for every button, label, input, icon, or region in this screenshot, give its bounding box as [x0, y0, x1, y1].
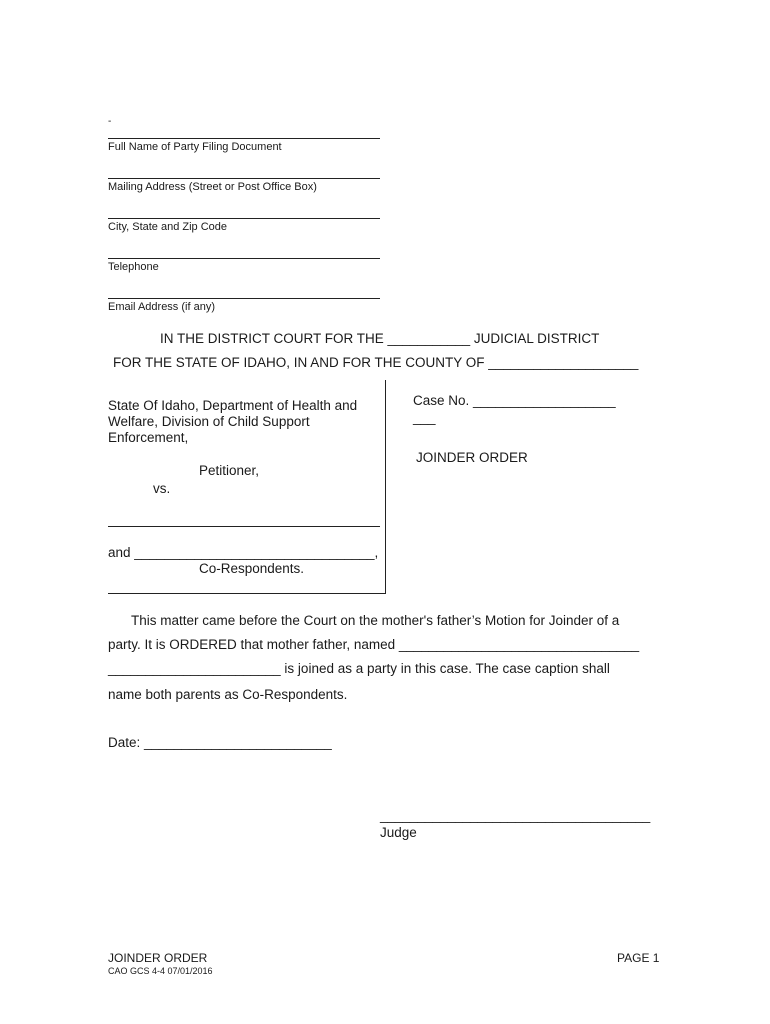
- dash-mark: -: [108, 116, 112, 127]
- court-heading-line2: FOR THE STATE OF IDAHO, IN AND FOR THE COUNTY OF ____________________: [113, 355, 639, 370]
- court-heading-line1: IN THE DISTRICT COURT FOR THE ___________ JUDICIAL DISTRICT: [160, 331, 600, 346]
- caption-bottom-line: [108, 593, 386, 594]
- petitioner-name-line1: State Of Idaho, Department of Health and: [108, 398, 358, 413]
- full-name-label: Full Name of Party Filing Document: [108, 141, 282, 153]
- mailing-address-label: Mailing Address (Street or Post Office Box): [108, 181, 317, 193]
- versus-label: vs.: [153, 481, 171, 496]
- co-respondents-label: Co-Respondents.: [199, 561, 305, 576]
- order-body-line4: name both parents as Co-Respondents.: [108, 687, 348, 702]
- email-label: Email Address (if any): [108, 301, 215, 313]
- city-state-zip-line[interactable]: [108, 218, 380, 219]
- mailing-address-line[interactable]: [108, 178, 380, 179]
- full-name-line[interactable]: [108, 138, 380, 139]
- date-field[interactable]: Date: _________________________: [108, 735, 332, 750]
- document-title: JOINDER ORDER: [416, 450, 528, 465]
- and-respondent-line[interactable]: and ________________________________,: [108, 545, 379, 560]
- case-number-continued: ___: [413, 410, 436, 425]
- footer-title: JOINDER ORDER: [108, 951, 208, 965]
- caption-divider: [385, 380, 386, 594]
- respondent-name-line[interactable]: [108, 526, 380, 527]
- judge-label: Judge: [380, 825, 417, 840]
- case-number-field[interactable]: Case No. ___________________: [413, 393, 616, 408]
- petitioner-label: Petitioner,: [199, 463, 260, 478]
- petitioner-name-line3: Enforcement,: [108, 430, 189, 445]
- telephone-label: Telephone: [108, 261, 159, 273]
- order-body-line3: _______________________ is joined as a party in this case. The case caption shall: [108, 661, 610, 676]
- city-state-zip-label: City, State and Zip Code: [108, 221, 228, 233]
- footer-page-number: PAGE 1: [617, 951, 660, 965]
- footer-form-code: CAO GCS 4-4 07/01/2016: [108, 966, 213, 976]
- order-body-line2: party. It is ORDERED that mother father, named ________________________________: [108, 637, 640, 652]
- judge-signature-line[interactable]: ____________________________________: [380, 808, 651, 823]
- petitioner-name-line2: Welfare, Division of Child Support: [108, 414, 310, 429]
- telephone-line[interactable]: [108, 258, 380, 259]
- email-line[interactable]: [108, 298, 380, 299]
- order-body-line1: This matter came before the Court on the mother's father’s Motion for Joinder of a: [131, 613, 620, 628]
